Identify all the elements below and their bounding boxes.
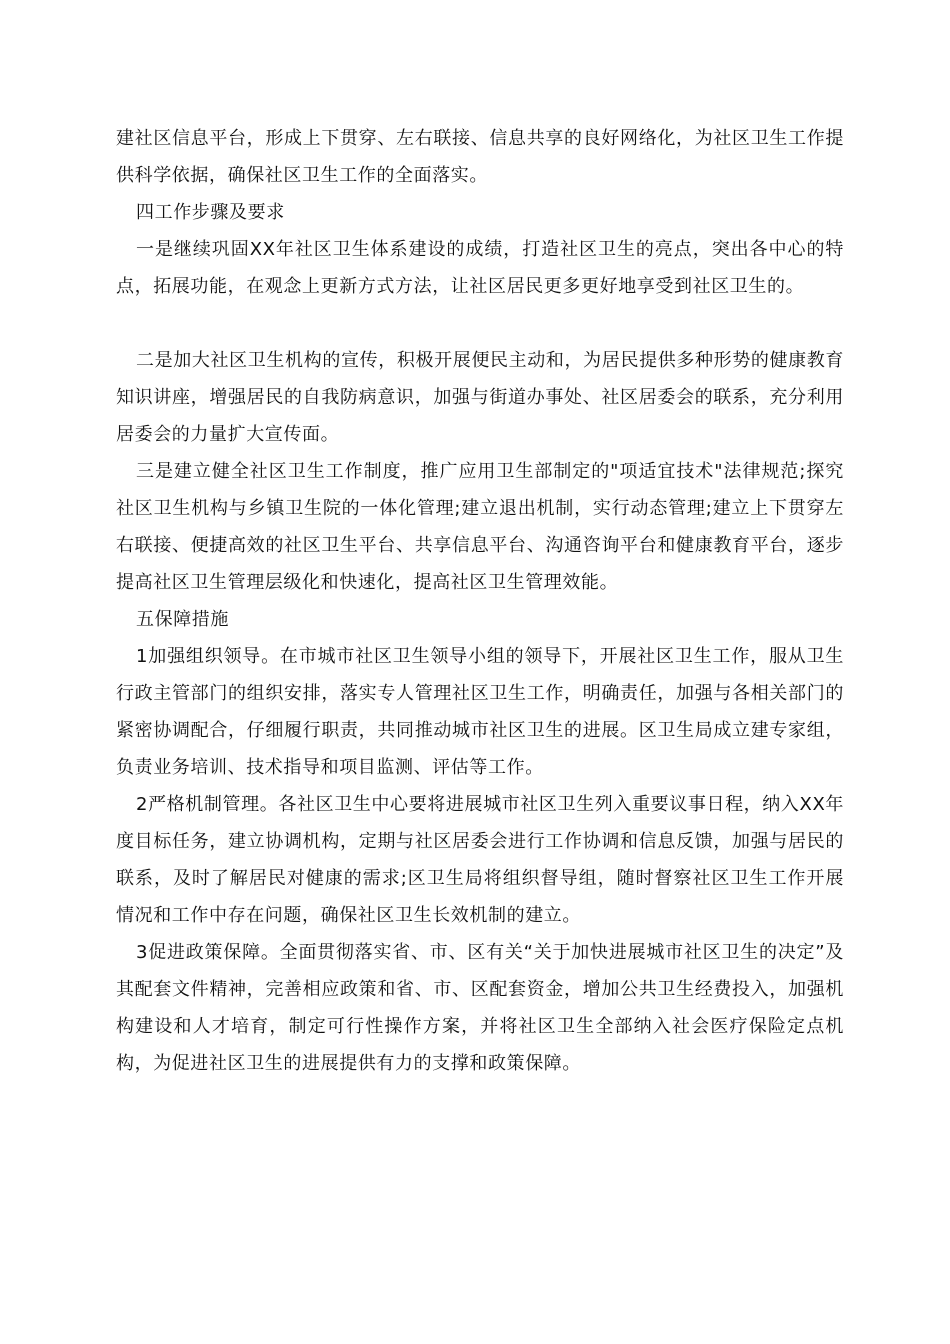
paragraph-continuation: 建社区信息平台，形成上下贯穿、左右联接、信息共享的良好网络化，为社区卫生工作提供科学依据，确保社区卫生工作的全面落实。 <box>116 128 844 186</box>
paragraph-step-one: 一是继续巩固XX年社区卫生体系建设的成绩，打造社区卫生的亮点，突出各中心的特点，拓展功能，在观念上更新方式方法，让社区居民更多更好地享受到社区卫生的。 <box>116 239 844 297</box>
document-body <box>116 120 844 1082</box>
section-heading-safeguards: 五保障措施 <box>136 609 229 630</box>
paragraph-gap <box>116 305 844 342</box>
paragraph-step-two: 二是加大社区卫生机构的宣传，积极开展便民主动和，为居民提供多种形势的健康教育知识讲座，增强居民的自我防病意识，加强与街道办事处、社区居委会的联系，充分利用居委会的力量扩大宣传面。 <box>116 350 844 445</box>
paragraph-measure-one: 1加强组织领导。在市城市社区卫生领导小组的领导下，开展社区卫生工作，服从卫生行政主管部门的组织安排，落实专人管理社区卫生工作，明确责任，加强与各相关部门的紧密协调配合，仔细履行职责，共同推动城市社区卫生的进展。区卫生局成立建专家组，负责业务培训、技术指导和项目监测、评估等工作。 <box>116 646 844 778</box>
paragraph-measure-three: 3促进政策保障。全面贯彻落实省、市、区有关“关于加快进展城市社区卫生的决定”及其配套文件精神，完善相应政策和省、市、区配套资金，增加公共卫生经费投入，加强机构建设和人才培育，制定可行性操作方案，并将社区卫生全部纳入社会医疗保险定点机构，为促进社区卫生的进展提供有力的支撑和政策保障。 <box>116 942 844 1074</box>
section-heading-work-steps: 四工作步骤及要求 <box>136 202 285 223</box>
paragraph-step-three: 三是建立健全社区卫生工作制度，推广应用卫生部制定的"项适宜技术"法律规范;探究社区卫生机构与乡镇卫生院的一体化管理;建立退出机制，实行动态管理;建立上下贯穿左右联接、便捷高效的社区卫生平台、共享信息平台、沟通咨询平台和健康教育平台，逐步提高社区卫生管理层级化和快速化，提高社区卫生管理效能。 <box>116 461 844 593</box>
paragraph-measure-two: 2严格机制管理。各社区卫生中心要将进展城市社区卫生列入重要议事日程，纳入XX年度目标任务，建立协调机构，定期与社区居委会进行工作协调和信息反馈，加强与居民的联系，及时了解居民对健康的需求;区卫生局将组织督导组，随时督察社区卫生工作开展情况和工作中存在问题，确保社区卫生长效机制的建立。 <box>116 794 844 926</box>
